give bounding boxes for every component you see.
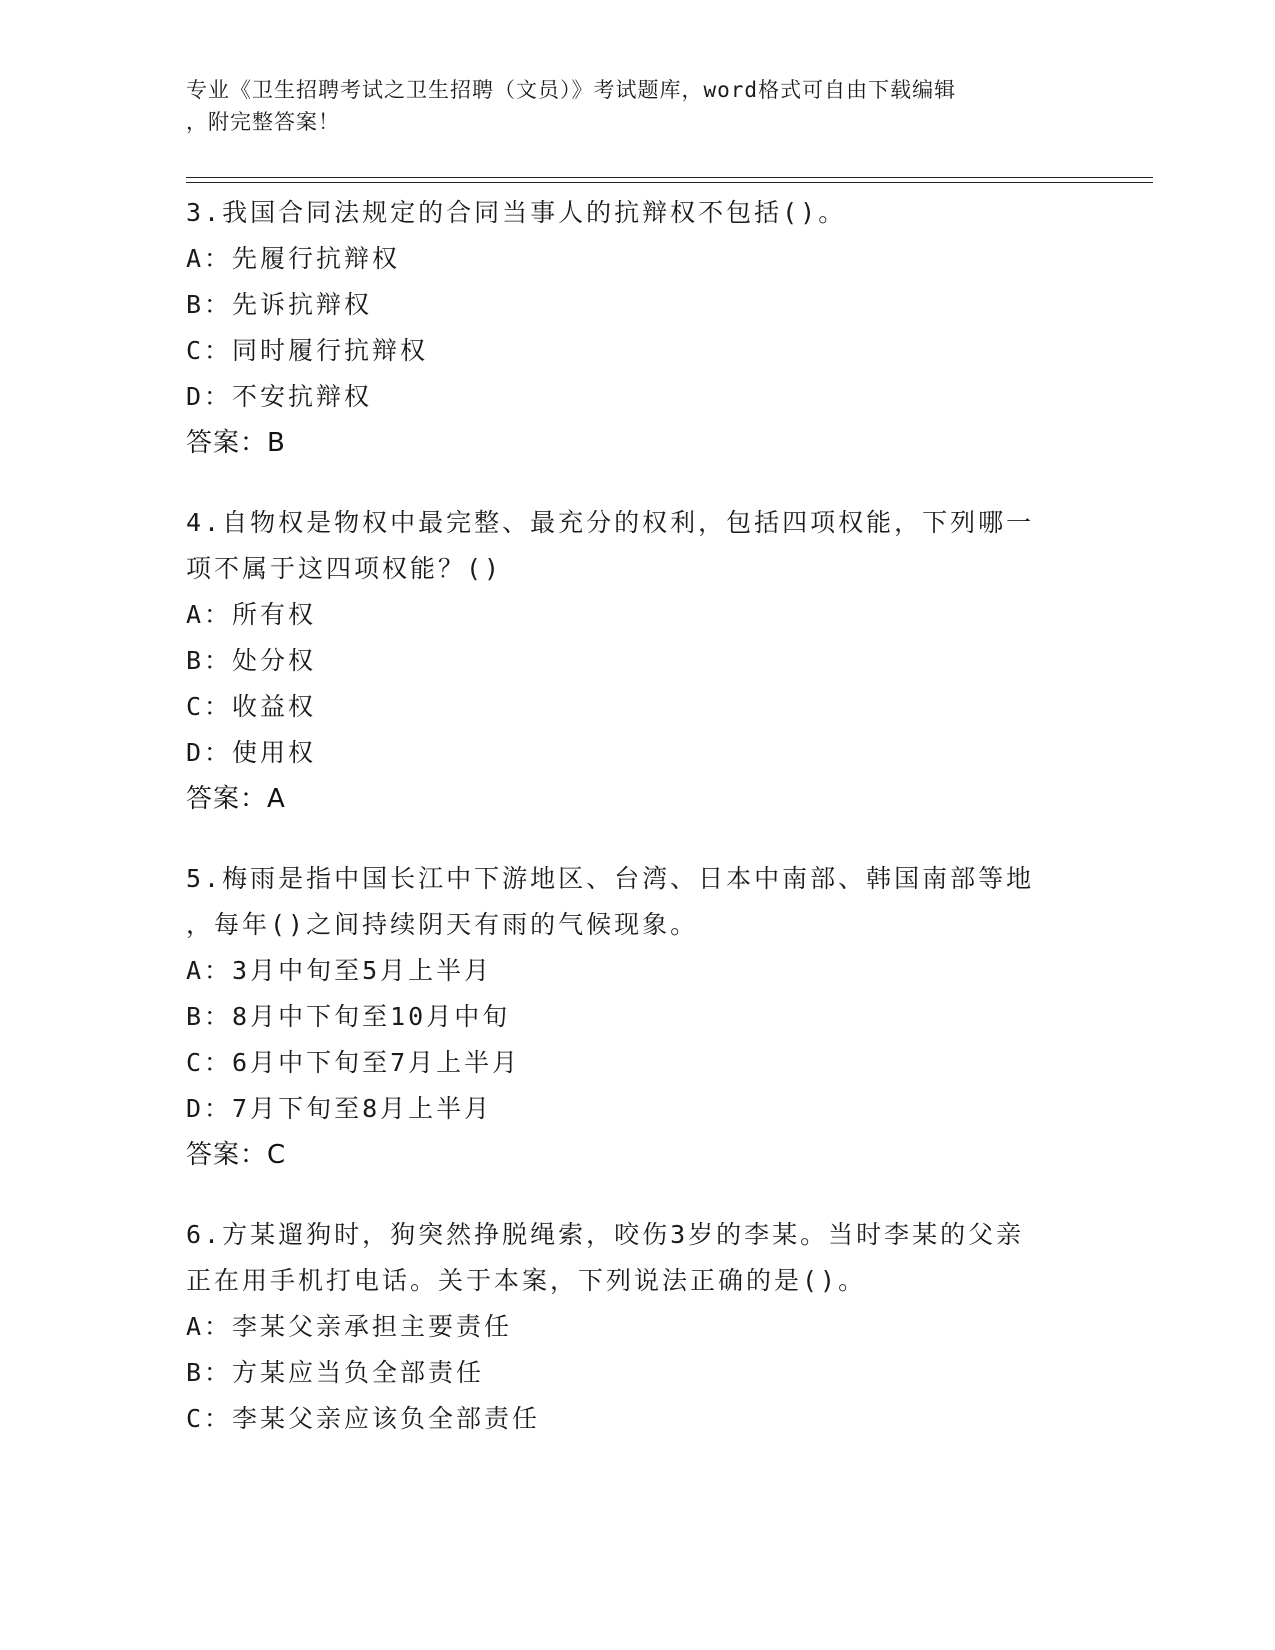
question-stem [186,856,1066,948]
option-b: B：8月中下旬至10月中旬 [186,1002,511,1031]
header-line-1: 专业《卫生招聘考试之卫生招聘（文员）》考试题库，word格式可自由下载编辑 [186,78,957,102]
stem-line: 5.梅雨是指中国长江中下游地区、台湾、日本中南部、韩国南部等地 [186,864,1035,893]
option-a: A：李某父亲承担主要责任 [186,1312,513,1341]
option-d: D：不安抗辩权 [186,382,373,411]
stem-line: 项不属于这四项权能？() [186,554,503,583]
stem-line: ，每年()之间持续阴天有雨的气候现象。 [186,910,699,939]
header-divider-bottom [186,182,1153,183]
option-b: B：先诉抗辩权 [186,290,373,319]
option-c: C：收益权 [186,692,317,721]
stem-line: 6.方某遛狗时，狗突然挣脱绳索，咬伤3岁的李某。当时李某的父亲 [186,1220,1025,1249]
question-stem [186,500,1066,592]
document-header [186,74,1066,138]
option-c: C：同时履行抗辩权 [186,336,429,365]
option-c: C：6月中下旬至7月上半月 [186,1048,521,1077]
option-a: A：所有权 [186,600,317,629]
option-b: B：处分权 [186,646,317,675]
answer-label: 答案：B [186,428,286,458]
stem-line: 4.自物权是物权中最完整、最充分的权利，包括四项权能，下列哪一 [186,508,1035,537]
option-d: D：7月下旬至8月上半月 [186,1094,493,1123]
header-divider-top [186,177,1153,178]
option-a: A：先履行抗辩权 [186,244,401,273]
question-6 [186,1212,1066,1442]
question-5 [186,856,1066,1178]
question-stem [186,1212,1066,1304]
question-4 [186,500,1066,822]
option-d: D：使用权 [186,738,317,767]
answer-label: 答案：A [186,784,286,814]
stem-line: 正在用手机打电话。关于本案，下列说法正确的是()。 [186,1266,867,1295]
option-c: C：李某父亲应该负全部责任 [186,1404,541,1433]
stem-line: 3.我国合同法规定的合同当事人的抗辩权不包括()。 [186,198,847,227]
answer-label: 答案：C [186,1140,287,1170]
option-a: A：3月中旬至5月上半月 [186,956,493,985]
question-list [186,190,1066,1476]
question-stem [186,190,1066,236]
header-line-2: ，附完整答案！ [186,110,340,134]
question-3 [186,190,1066,466]
option-b: B：方某应当负全部责任 [186,1358,485,1387]
